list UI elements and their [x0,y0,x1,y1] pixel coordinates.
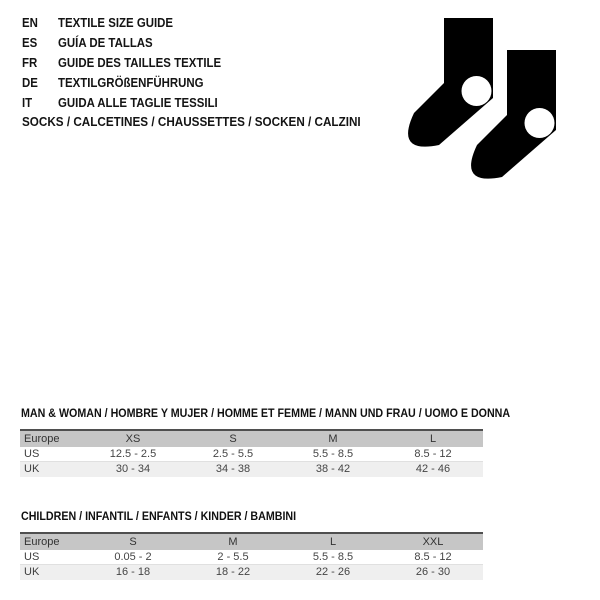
table-row-us [20,550,483,565]
language-label: TEXTILGRÖßENFÜHRUNG [58,74,204,90]
size-value: 26 - 30 [415,566,451,578]
language-code: IT [22,94,33,110]
column-header-size: S [229,432,237,445]
column-header-size: M [328,432,338,445]
size-value: 5.5 - 8.5 [312,447,354,460]
size-value: 0.05 - 2 [114,550,152,563]
column-header-size: L [329,535,337,548]
table-row-uk [20,565,483,580]
table-row-uk [20,462,483,477]
language-label: GUÍA DE TALLAS [58,34,153,50]
column-header-size: XS [125,432,141,445]
language-row-de [22,72,243,92]
language-row-en [22,12,243,32]
size-value: 42 - 46 [415,463,451,475]
size-value: 16 - 18 [115,566,151,578]
table-header-row [20,429,483,447]
size-value: 8.5 - 12 [414,447,452,460]
column-header-size: M [228,535,238,548]
row-label: US [24,447,40,460]
language-code: FR [22,54,38,70]
size-table-adults [20,406,511,477]
column-header-size: L [429,432,437,445]
table-header-row [20,532,483,550]
sock-left-icon [408,18,493,147]
table-row-us [20,447,483,462]
size-value: 5.5 - 8.5 [312,550,354,563]
size-value: 12.5 - 2.5 [109,447,157,460]
size-value: 2 - 5.5 [217,550,249,563]
sock-heel-cutout [525,108,555,138]
language-row-it [22,92,243,112]
column-header-size: XXL [422,535,444,548]
language-code: EN [22,14,38,30]
table-adults [20,429,483,477]
category-title: SOCKS / CALCETINES / CHAUSSETTES / SOCKEN / CALZINI [22,114,361,129]
table-title-children: CHILDREN / INFANTIL / ENFANTS / KINDER / BAMBINI [21,509,297,523]
column-header-region: Europe [24,432,60,445]
size-value: 8.5 - 12 [414,550,452,563]
column-header-region: Europe [24,535,60,548]
row-label: UK [24,463,40,475]
language-label: GUIDE DES TAILLES TEXTILE [58,54,222,70]
language-row-es [22,32,243,52]
language-code: ES [22,34,38,50]
socks-icon [404,14,556,190]
size-value: 2.5 - 5.5 [212,447,254,460]
size-table-children [20,509,483,580]
language-label: GUIDA ALLE TAGLIE TESSILI [58,94,218,110]
table-children [20,532,483,580]
language-row-fr [22,52,243,72]
language-label: TEXTILE SIZE GUIDE [58,14,174,30]
size-value: 34 - 38 [215,463,251,475]
row-label: UK [24,566,40,578]
table-title-adults: MAN & WOMAN / HOMBRE Y MUJER / HOMME ET FEMME / MANN UND FRAU / UOMO E DONNA [21,406,511,420]
column-header-size: S [129,535,137,548]
size-value: 38 - 42 [315,463,351,475]
sock-heel-cutout [462,76,492,106]
size-value: 22 - 26 [315,566,351,578]
size-value: 30 - 34 [115,463,151,475]
row-label: US [24,550,40,563]
language-code: DE [22,74,38,90]
size-value: 18 - 22 [215,566,251,578]
language-list [22,12,243,112]
